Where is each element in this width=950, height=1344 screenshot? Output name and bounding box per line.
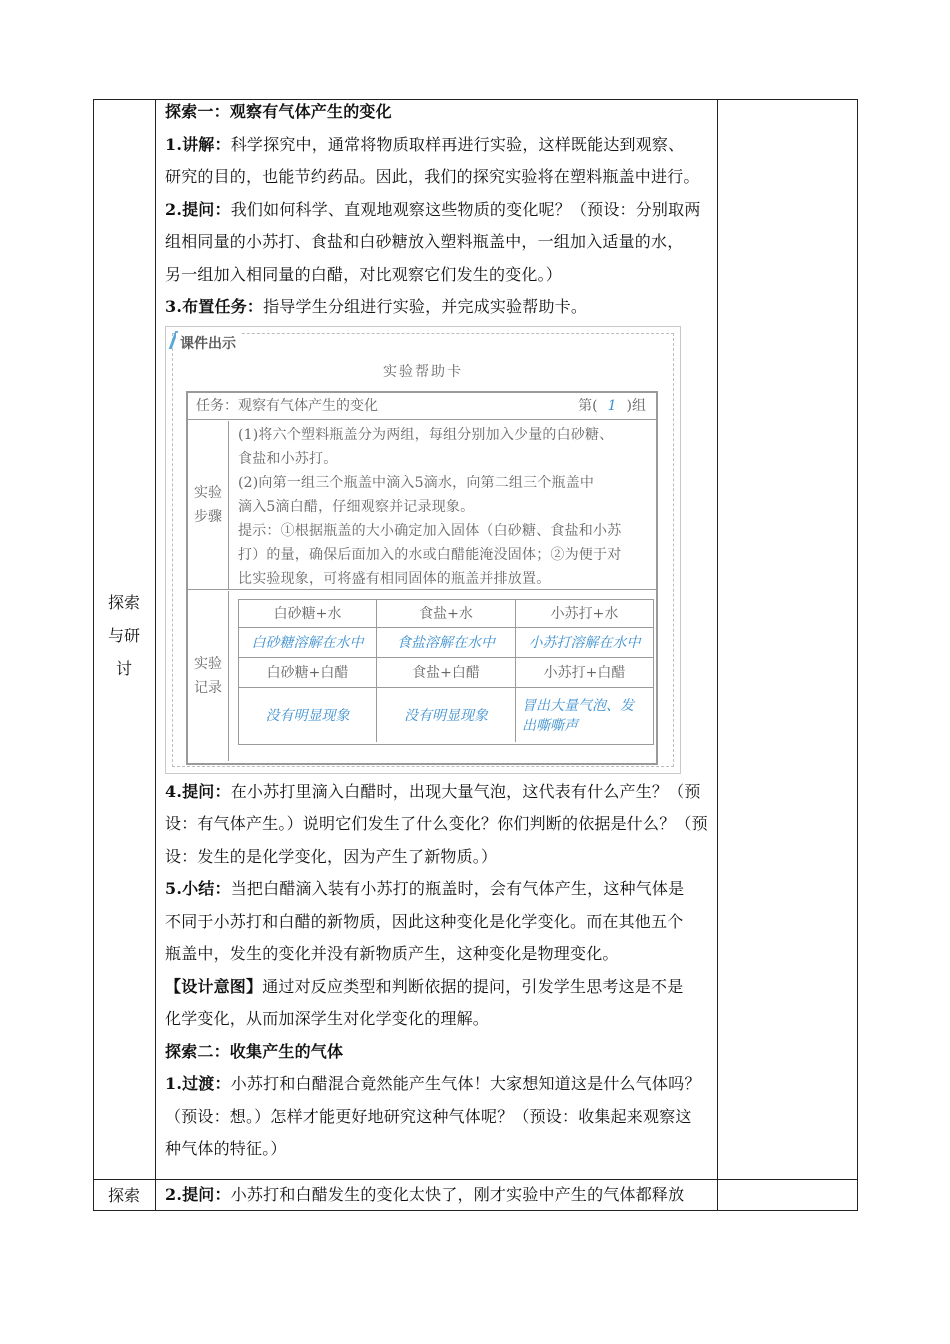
paragraph-question xyxy=(165,194,710,227)
label-line: 步骤 xyxy=(194,508,222,525)
paragraph-transition xyxy=(165,1068,710,1101)
record-cell: 白砂糖+白醋 xyxy=(239,658,377,688)
item-label: 4.提问： xyxy=(165,781,231,801)
heading-explore-2: 探索二：收集产生的气体 xyxy=(165,1041,344,1061)
item-text: 另一组加入相同量的白醋，对比观察它们发生的变化。） xyxy=(165,264,563,284)
table-divider-2 xyxy=(717,99,718,1211)
group-prefix: 第( xyxy=(578,397,598,414)
steps-label xyxy=(188,421,229,589)
record-result-cell: 白砂糖溶解在水中 xyxy=(239,628,377,658)
record-result-cell: 食盐溶解在水中 xyxy=(377,628,516,658)
tip-line: 提示：①根据瓶盖的大小确定加入固体（白砂糖、食盐和小苏 xyxy=(238,522,622,539)
tip-line: 比实验现象，可将盛有相同固体的瓶盖并排放置。 xyxy=(238,570,551,587)
item-text: 小苏打和白醋发生的变化太快了，刚才实验中产生的气体都释放 xyxy=(230,1185,685,1204)
card-divider xyxy=(188,589,656,591)
record-label xyxy=(188,591,229,761)
label-line: 实验 xyxy=(194,655,222,672)
label-line: 实验 xyxy=(194,484,222,501)
task-row xyxy=(188,393,656,420)
item-label: 1.讲解： xyxy=(165,134,231,154)
steps-text xyxy=(238,423,652,591)
item-text: 我们如何科学、直观地观察这些物质的变化呢？（预设：分别取两 xyxy=(230,199,701,219)
item-text: （预设：想。）怎样才能更好地研究这种气体呢？（预设：收集起来观察这 xyxy=(165,1106,692,1126)
courseware-card xyxy=(165,326,681,774)
item-text: 设：有气体产生。）说明它们发生了什么变化？你们判断的依据是什么？（预 xyxy=(165,814,708,833)
item-label: 3.布置任务： xyxy=(165,297,264,316)
record-cell: 食盐+水 xyxy=(377,600,516,628)
paragraph-question-3 xyxy=(165,1179,710,1212)
experiment-card-table xyxy=(186,391,658,765)
item-text: 在小苏打里滴入白醋时，出现大量气泡，这代表有什么产生？（预 xyxy=(230,781,701,801)
section-label-explore xyxy=(93,586,155,685)
item-label: 2.提问： xyxy=(165,199,231,219)
record-result-cell: 没有明显现象 xyxy=(377,688,516,742)
item-text: 研究的目的，也能节约药品。因此，我们的探究实验将在塑料瓶盖中进行。 xyxy=(165,167,700,186)
paragraph-task xyxy=(165,291,710,324)
lesson-content xyxy=(165,99,710,1166)
paragraph-design xyxy=(165,971,710,1004)
record-cell: 小苏打+白醋 xyxy=(516,658,653,688)
task-text: 任务：观察有气体产生的变化 xyxy=(196,397,378,414)
step-line: 食盐和小苏打。 xyxy=(238,450,338,467)
record-result-cell: 小苏打溶解在水中 xyxy=(516,628,653,658)
table-border-right xyxy=(857,99,858,1211)
group-num: 1 xyxy=(607,397,617,414)
record-grid xyxy=(238,599,654,745)
label-line: 与研 xyxy=(107,626,140,645)
item-text: 设：发生的是化学变化，因为产生了新物质。） xyxy=(165,846,498,866)
record-cell: 小苏打+水 xyxy=(516,600,653,628)
step-line: (2)向第一组三个瓶盖中滴入5滴水，向第二组三个瓶盖中 xyxy=(238,474,595,491)
record-cell: 食盐+白醋 xyxy=(377,658,516,688)
item-text: 指导学生分组进行实验，并完成实验帮助卡。 xyxy=(263,297,588,316)
item-text: 科学探究中，通常将物质取样再进行实验，这样既能达到观察、 xyxy=(230,134,685,154)
record-result-cell: 没有明显现象 xyxy=(239,688,377,742)
record-result-cell: 冒出大量气泡、发出嘶嘶声 xyxy=(522,697,634,734)
step-line: (1)将六个塑料瓶盖分为两组，每组分别加入少量的白砂糖、 xyxy=(238,426,614,443)
card-title: 实验帮助卡 xyxy=(383,363,463,380)
section-label-explore-2: 探索 xyxy=(107,1186,140,1205)
item-label: 【设计意图】 xyxy=(165,976,263,996)
step-line: 滴入5滴白醋，仔细观察并记录现象。 xyxy=(238,498,475,515)
item-text: 种气体的特征。） xyxy=(165,1139,287,1158)
item-text: 当把白醋滴入装有小苏打的瓶盖时，会有气体产生，这种气体是 xyxy=(230,879,685,898)
lesson-content-2 xyxy=(165,1179,710,1212)
item-text: 小苏打和白醋混合竟然能产生气体！大家想知道这是什么气体吗？ xyxy=(230,1074,701,1093)
label-line: 记录 xyxy=(194,679,222,696)
table-divider-1 xyxy=(155,99,156,1211)
item-text: 化学变化，从而加深学生对化学变化的理解。 xyxy=(165,1009,490,1028)
group-suffix: )组 xyxy=(626,397,646,414)
item-text: 通过对反应类型和判断依据的提问，引发学生思考这是不是 xyxy=(262,976,684,996)
paragraph-explain xyxy=(165,129,710,162)
item-text: 瓶盖中，发生的变化并没有新物质产生，这种变化是物理变化。 xyxy=(165,944,619,963)
item-text: 不同于小苏打和白醋的新物质，因此这种变化是化学变化。而在其他五个 xyxy=(165,911,684,931)
card-tag: 课件出示 xyxy=(176,333,240,353)
label-line: 讨 xyxy=(115,659,132,678)
record-cell: 白砂糖+水 xyxy=(239,600,377,628)
item-label: 2.提问： xyxy=(165,1185,231,1204)
item-label: 5.小结： xyxy=(165,879,231,898)
heading-explore-1: 探索一：观察有气体产生的变化 xyxy=(165,102,392,121)
paragraph-question-2 xyxy=(165,776,710,809)
tip-line: 打）的量，确保后面加入的水或白醋能淹没固体；②为便于对 xyxy=(238,546,622,563)
item-label: 1.过渡： xyxy=(165,1074,231,1093)
lesson-table xyxy=(93,99,858,1211)
label-line: 探索 xyxy=(107,593,140,612)
item-text: 组相同量的小苏打、食盐和白砂糖放入塑料瓶盖中，一组加入适量的水， xyxy=(165,232,684,251)
paragraph-summary xyxy=(165,873,710,906)
group-number xyxy=(578,393,646,419)
